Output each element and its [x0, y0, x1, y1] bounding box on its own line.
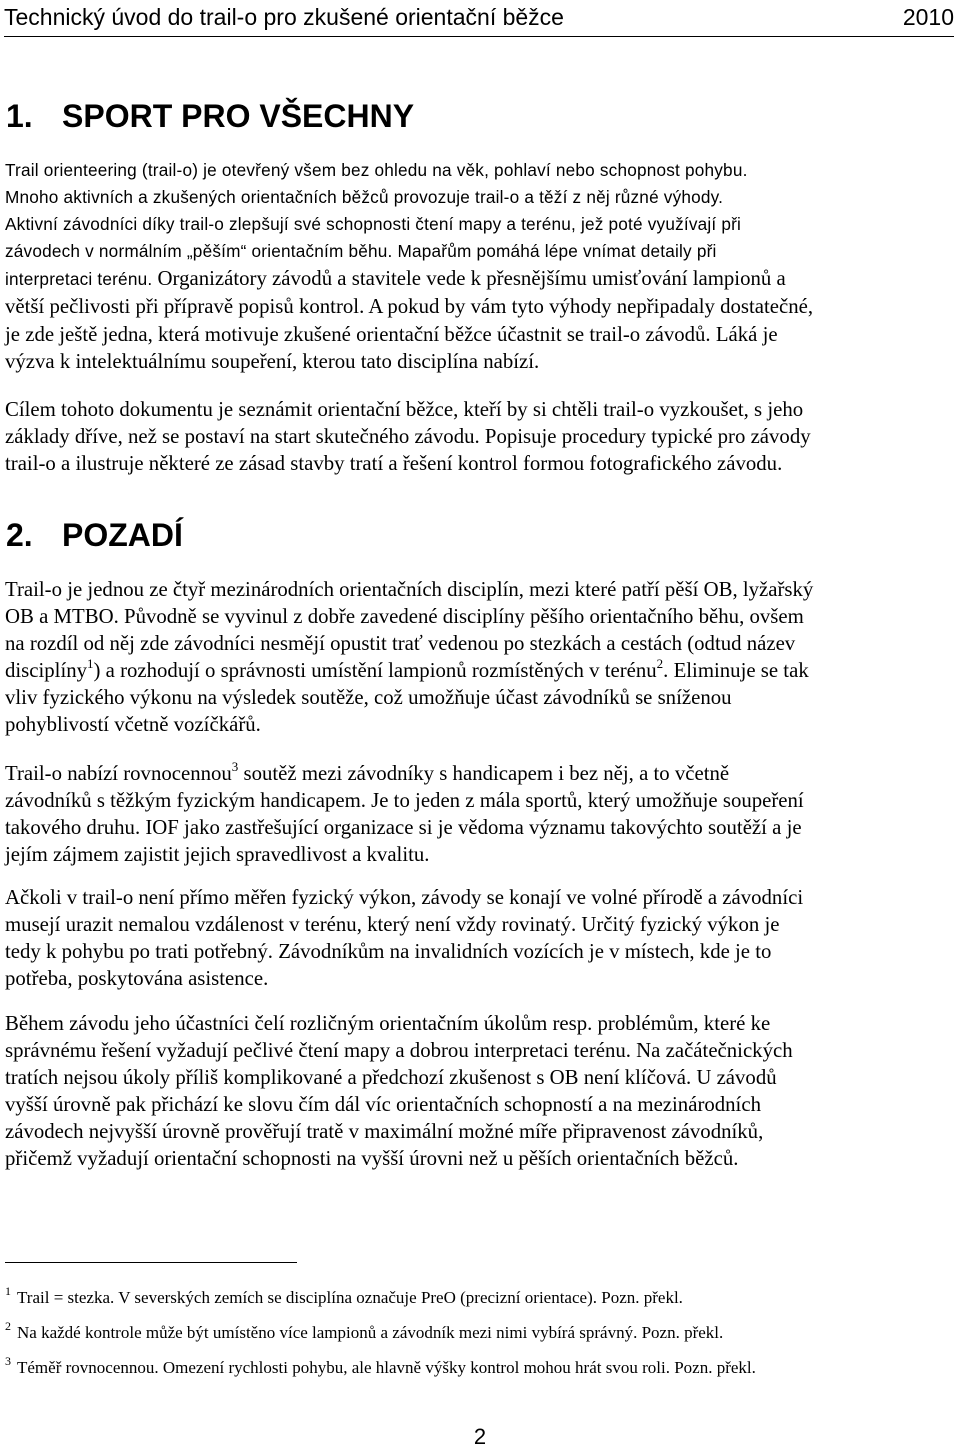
footnote-separator — [5, 1262, 297, 1263]
text-run: je zde ještě jedna, která motivuje zkušené orientační běžce účastnit se trail-o závodů. — [5, 323, 711, 346]
text-line: závodníků s těžkým fyzickým handicapem. Je to jeden z mála sportů, který umožňuje soupeření — [5, 789, 804, 812]
text-line — [5, 265, 955, 293]
text-line: na rozdíl od něj zde závodníci nesmějí opustit trať vedenou po stezkách a cestách (odtud název — [5, 632, 796, 655]
section-2-title: POZADÍ — [62, 517, 183, 553]
text-line: pohyblivostí včetně vozíčkářů. — [5, 713, 261, 736]
section-2-heading — [6, 515, 183, 555]
text-run: Organizátory závodů a stavitele vede k přesnějšímu umisťování lampionů a — [152, 267, 786, 290]
text-run: ) a rozhodují o správnosti umístění lampionů rozmístěných v terénu — [93, 659, 657, 682]
header-document-title: Technický úvod do trail-o pro zkušené orientační běžce — [4, 4, 564, 30]
text-run: disciplíny — [5, 659, 88, 682]
text-line: Mnoho aktivních a zkušených orientačních běžců provozuje trail-o a těží z něj různé výhody. — [5, 187, 724, 207]
text-line: Během závodu jeho účastníci čelí rozličným orientačním úkolům resp. problémům, které ke — [5, 1012, 771, 1035]
section-1-heading — [6, 96, 414, 136]
text-line: vliv fyzického výkonu na výsledek soutěže, což umožňuje účast závodníků se sníženou — [5, 686, 732, 709]
footnote-1 — [5, 1284, 683, 1310]
text-line: přičemž vyžadují orientační schopnosti na vyšší úrovni než u pěších orientačních běžců. — [5, 1147, 739, 1170]
footnote-ref-1: 1 — [87, 656, 94, 671]
text-line: správnému řešení vyžadují pečlivé čtení mapy a dobrou interpretaci terénu. Na začátečnických — [5, 1039, 793, 1062]
text-line: potřeba, poskytována asistence. — [5, 967, 269, 990]
text-line: tedy k pohybu po trati potřebný. Závodníkům na invalidních vozících je v místech, kde je to — [5, 940, 772, 963]
text-run: Láká je — [710, 323, 778, 346]
text-run: závodech v normálním „pěším“ orientačním běhu. — [5, 241, 393, 261]
section-2-paragraph-2 — [5, 760, 955, 868]
text-line: základy dříve, než se postaví na start skutečného závodu. Popisuje procedury typické pro závody — [5, 425, 811, 448]
footnote-2 — [5, 1319, 724, 1345]
text-line: Aktivní závodníci díky trail-o zlepšují své schopnosti čtení mapy a terénu, jež poté využívají při — [5, 214, 742, 234]
section-1-paragraph-1 — [5, 157, 955, 375]
footnote-text: Téměř rovnocennou. Omezení rychlosti pohybu, ale hlavně výšky kontrol mohou hrát svou roli. Pozn. překl. — [17, 1358, 756, 1377]
section-2-paragraph-4 — [5, 1010, 955, 1172]
footnote-number: 2 — [5, 1319, 11, 1333]
text-run: Trail-o nabízí rovnocennou — [5, 762, 232, 785]
text-line: Ačkoli v trail-o není přímo měřen fyzický výkon, závody se konají ve volné přírodě a závodníci — [5, 886, 804, 909]
footnote-number: 1 — [5, 1284, 11, 1298]
text-line — [5, 238, 955, 265]
section-1-title: SPORT PRO VŠECHNY — [62, 98, 415, 134]
text-line: závodech nejvyšší úrovně prověřují tratě v maximální možné míře připravenost závodníků, — [5, 1120, 764, 1143]
text-line: trail-o a ilustruje některé ze zásad stavby tratí a řešení kontrol formou fotografického závodu. — [5, 452, 783, 475]
section-1-paragraph-2 — [5, 396, 955, 477]
text-line: Cílem tohoto dokumentu je seznámit orientační běžce, kteří by si chtěli trail-o vyzkoušet, s jeho — [5, 398, 804, 421]
text-line: tratích nejsou úkoly příliš komplikované a předchozí zkušenost s OB není klíčová. U závodů — [5, 1066, 777, 1089]
text-line: takového druhu. IOF jako zastřešující organizace si je vědoma významu takovýchto soutěží a je — [5, 816, 802, 839]
text-line — [5, 760, 955, 787]
section-2-number: 2. — [6, 517, 33, 553]
footnote-number: 3 — [5, 1354, 11, 1368]
section-2-paragraph-3 — [5, 884, 955, 992]
page-number: 2 — [473, 1424, 487, 1449]
text-line — [5, 657, 955, 684]
text-line: musejí urazit nemalou vzdálenost v terénu, který není vždy rovinatý. Určitý fyzický výkon je — [5, 913, 780, 936]
footnote-text: Na každé kontrole může být umístěno více lampionů a závodník mezi nimi vybírá správný. Pozn. překl. — [17, 1323, 724, 1342]
header-year: 2010 — [902, 4, 954, 30]
footnote-ref-2: 2 — [656, 656, 664, 671]
text-run: A pokud by vám tyto výhody nepřipadaly dostatečné, — [364, 295, 814, 318]
section-1-number: 1. — [6, 98, 33, 134]
text-line: jejím zájmem zajistit jejich spravedlivost a kvalitu. — [5, 843, 430, 866]
text-run: . Eliminuje se tak — [663, 659, 809, 682]
text-run: větší pečlivosti při přípravě popisů kontrol. — [5, 295, 365, 318]
text-line: Trail-o je jednou ze čtyř mezinárodních orientačních disciplín, mezi které patří pěší OB, lyžařský — [5, 578, 814, 601]
running-header — [4, 2, 954, 37]
text-line: OB a MTBO. Původně se vyvinul z dobře zavedené disciplíny pěšího orientačního běhu, ovšem — [5, 605, 804, 628]
text-line — [5, 293, 955, 321]
footnote-text: Trail = stezka. V severských zemích se disciplína označuje PreO (precizní orientace). Pozn. překl. — [17, 1288, 683, 1307]
section-2-paragraph-1 — [5, 576, 955, 738]
text-line: Trail orienteering (trail-o) je otevřený všem bez ohledu na věk, pohlaví nebo schopnost pohybu. — [5, 160, 748, 180]
text-line — [5, 321, 955, 348]
text-run: soutěž mezi závodníky s handicapem i bez něj, a to včetně — [238, 762, 730, 785]
text-line: výzva k intelektuálnímu soupeření, kterou tato disciplína nabízí. — [5, 350, 540, 373]
text-line: vyšší úrovně pak přichází ke slovu čím dál víc orientačních schopností a na mezinárodních — [5, 1093, 761, 1116]
text-run: Mapařům pomáhá lépe vnímat detaily při — [392, 241, 717, 261]
footnote-ref-3: 3 — [231, 759, 239, 774]
footnote-3 — [5, 1354, 756, 1380]
text-run: interpretaci terénu. — [5, 269, 153, 289]
